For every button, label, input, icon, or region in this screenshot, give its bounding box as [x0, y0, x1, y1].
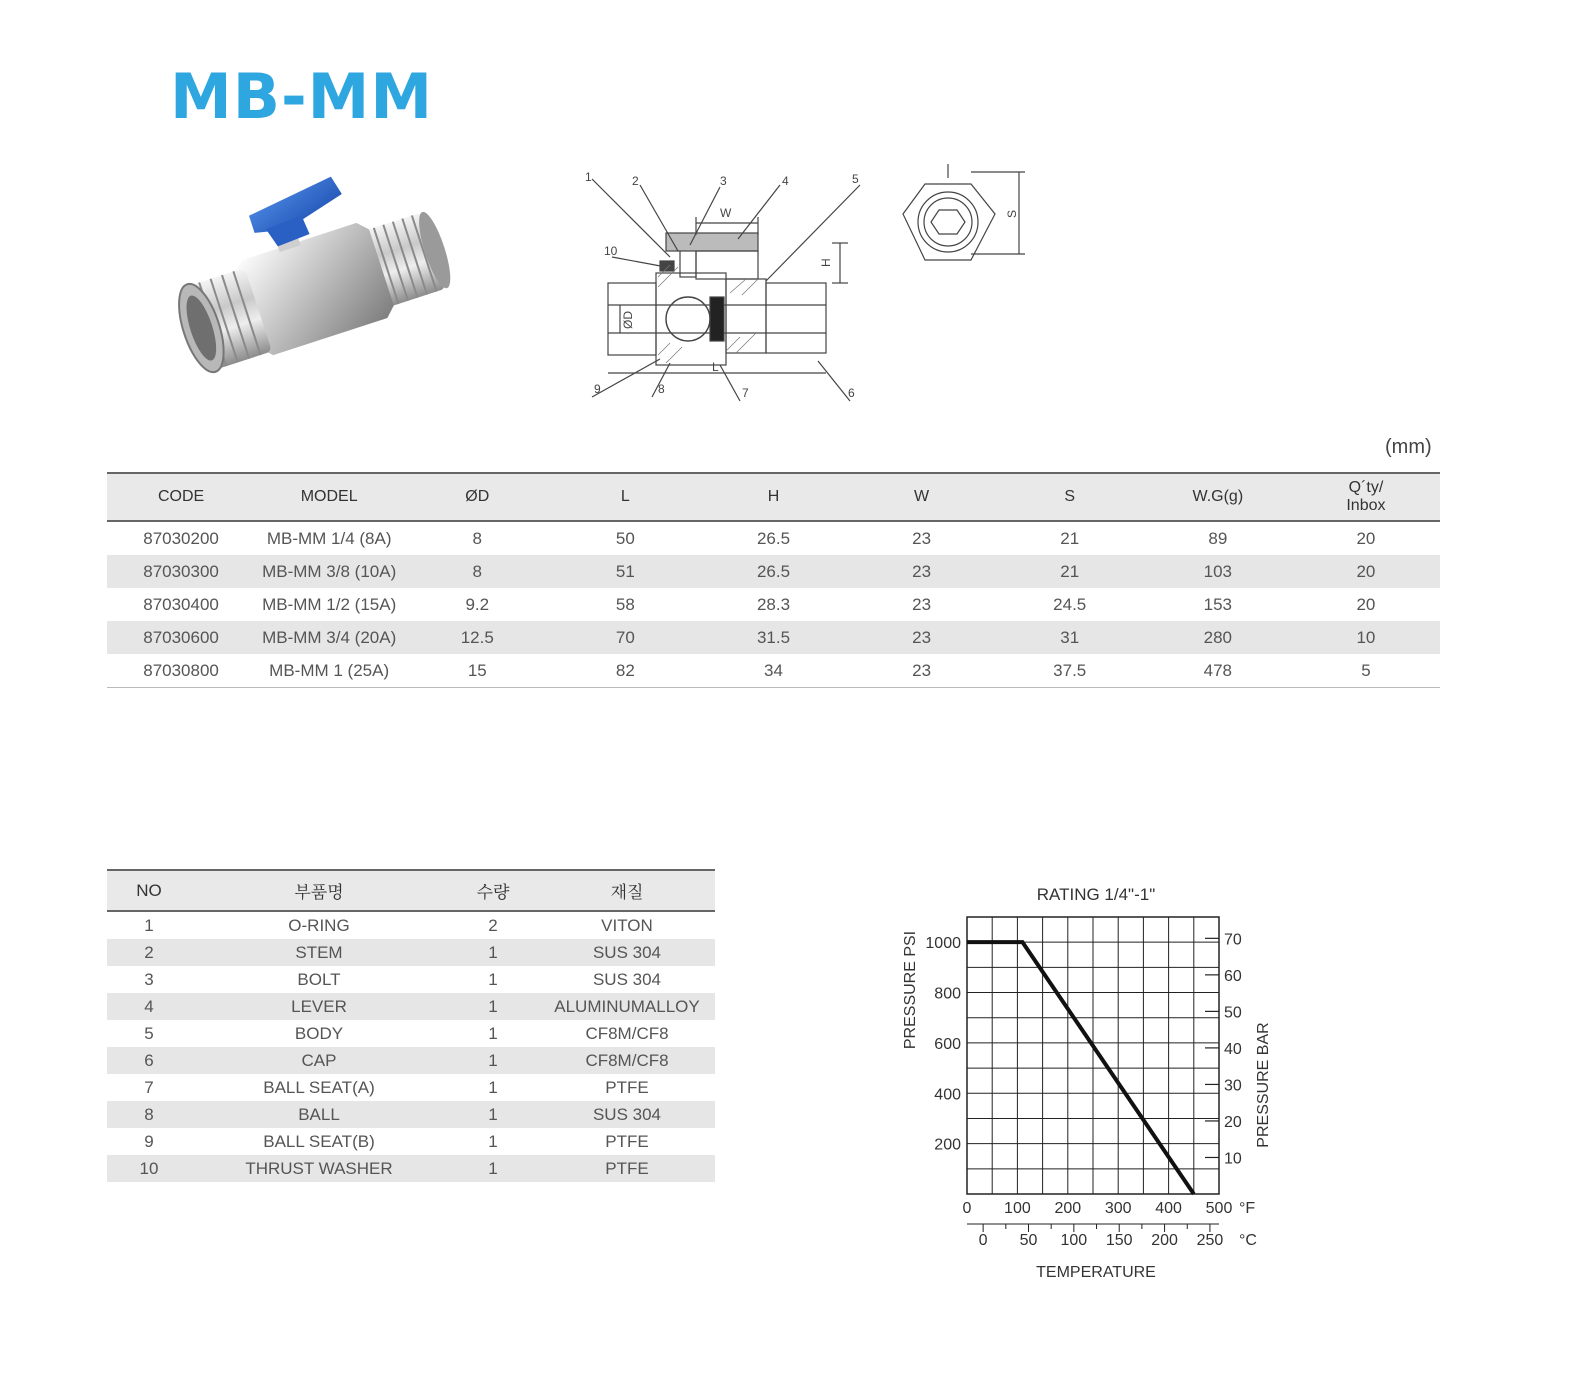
x2-tick-label: 150: [1105, 1232, 1133, 1249]
x-tick-label: 400: [1155, 1200, 1182, 1217]
table-cell: STEM: [191, 939, 447, 966]
table-cell: 23: [848, 555, 996, 588]
table-cell: 5: [144, 1023, 154, 1043]
header-quantity: 수량: [447, 870, 539, 911]
y2-axis-label: PRESSURE BAR: [1255, 1022, 1272, 1148]
table-cell: MB-MM 1/2 (15A): [262, 594, 397, 614]
spec-table: [107, 472, 1440, 688]
callout-10: 10: [604, 244, 618, 258]
table-cell: 20: [1356, 528, 1376, 548]
table-row: [107, 993, 715, 1020]
table-cell: 87030600: [107, 621, 255, 654]
table-cell: 478: [1144, 654, 1292, 688]
y2-tick-label: 50: [1224, 1004, 1242, 1022]
table-cell: BALL: [191, 1101, 447, 1128]
table-cell: 26.5: [756, 528, 791, 548]
table-cell: 20: [1292, 555, 1440, 588]
table-cell: LEVER: [191, 993, 447, 1020]
table-cell: 1: [488, 1077, 498, 1097]
table-row: [107, 966, 715, 993]
table-cell: 4: [107, 993, 191, 1020]
table-cell: 21: [996, 555, 1144, 588]
table-row: [107, 555, 1440, 588]
table-cell: 34: [699, 654, 847, 688]
table-cell: 31: [996, 621, 1144, 654]
table-cell: 1: [144, 915, 154, 935]
table-cell: ALUMINUMALLOY: [539, 993, 715, 1020]
table-cell: 70: [551, 621, 699, 654]
x-tick-label: 100: [1004, 1200, 1031, 1217]
y2-tick-label: 70: [1224, 931, 1242, 949]
table-row: [107, 1155, 715, 1182]
callout-8: 8: [658, 382, 665, 396]
y-tick-label: 400: [934, 1086, 961, 1104]
table-cell: 1: [447, 993, 539, 1020]
table-cell: 20: [1356, 594, 1376, 614]
table-cell: 1: [488, 969, 498, 989]
table-row: [107, 1074, 715, 1101]
table-cell: MB-MM 1/4 (8A): [266, 528, 392, 548]
y2-tick-label: 30: [1224, 1077, 1242, 1095]
header-part-name: 부품명: [191, 870, 447, 911]
page-title: MB-MM: [170, 60, 434, 133]
x-axis-label: TEMPERATURE: [1036, 1264, 1156, 1281]
table-cell: 9: [144, 1131, 154, 1151]
table-cell: CAP: [191, 1047, 447, 1074]
x2-tick-label: 200: [1151, 1232, 1178, 1249]
table-cell: 28.3: [756, 594, 791, 614]
table-row: [107, 654, 1440, 688]
table-cell: 2: [488, 915, 498, 935]
table-row: [107, 939, 715, 966]
table-cell: BODY: [294, 1023, 344, 1043]
table-cell: 23: [912, 528, 932, 548]
table-cell: 8: [107, 1101, 191, 1128]
table-cell: 89: [1208, 528, 1228, 548]
dim-w-label: W: [720, 206, 732, 220]
callout-2: 2: [632, 174, 639, 188]
unit-label: (mm): [1385, 436, 1432, 458]
x2-tick-label: 100: [1060, 1232, 1088, 1249]
table-cell: 26.5: [699, 555, 847, 588]
table-cell: 82: [551, 654, 699, 688]
table-cell: MB-MM 1 (25A): [255, 654, 403, 688]
table-cell: 1: [447, 1101, 539, 1128]
y-tick-label: 1000: [925, 935, 961, 953]
table-cell: 3: [144, 969, 154, 989]
hex-end-view: [895, 162, 1035, 272]
table-cell: 103: [1144, 555, 1292, 588]
table-cell: CF8M/CF8: [585, 1023, 669, 1043]
table-cell: SUS 304: [539, 1101, 715, 1128]
table-cell: BALL SEAT(B): [263, 1131, 375, 1151]
callout-4: 4: [782, 174, 789, 188]
table-cell: 280: [1144, 621, 1292, 654]
valve-photo: [175, 170, 460, 395]
table-cell: 21: [1060, 528, 1080, 548]
header-s: S: [996, 473, 1144, 521]
y-tick-label: 600: [934, 1035, 961, 1053]
header-material: 재질: [539, 870, 715, 911]
spec-table-header-row: [107, 473, 1440, 521]
x-tick-label: 200: [1054, 1200, 1082, 1217]
table-cell: PTFE: [539, 1155, 715, 1182]
header-code: CODE: [107, 473, 255, 521]
table-row: [107, 1128, 715, 1155]
table-cell: 31.5: [699, 621, 847, 654]
y2-tick-label: 20: [1224, 1113, 1242, 1131]
header-w: W: [848, 473, 996, 521]
table-row: [107, 1101, 715, 1128]
table-cell: PTFE: [605, 1131, 649, 1151]
table-cell: MB-MM 3/4 (20A): [255, 621, 403, 654]
header-qty: Q´ty/ Inbox: [1292, 473, 1440, 521]
chart-title: RATING 1/4"-1": [1036, 885, 1156, 904]
table-cell: BOLT: [297, 969, 341, 989]
y2-tick-label: 10: [1224, 1150, 1242, 1168]
table-cell: VITON: [601, 915, 653, 935]
table-cell: SUS 304: [592, 969, 662, 989]
y-tick-label: 200: [934, 1136, 961, 1154]
table-cell: 58: [615, 594, 635, 614]
table-cell: 24.5: [1053, 594, 1087, 614]
table-cell: 87030800: [107, 654, 255, 688]
table-cell: 37.5: [996, 654, 1144, 688]
x2-tick-label: 250: [1196, 1232, 1224, 1249]
x2-tick-label: 50: [1019, 1232, 1038, 1249]
parts-table: [107, 869, 715, 1182]
table-cell: 9.2: [465, 594, 490, 614]
x-tick-label: 0: [962, 1200, 972, 1217]
header-no: NO: [107, 870, 191, 911]
dim-s-label: S: [1005, 209, 1019, 218]
table-cell: 7: [144, 1077, 154, 1097]
table-cell: 50: [615, 528, 635, 548]
header-model: MODEL: [255, 473, 403, 521]
table-cell: 1: [488, 1131, 498, 1151]
header-weight: W.G(g): [1144, 473, 1292, 521]
y-tick-label: 800: [934, 985, 961, 1003]
table-cell: BALL SEAT(A): [263, 1077, 375, 1097]
callout-6: 6: [848, 386, 855, 400]
y2-tick-label: 60: [1224, 967, 1242, 985]
callout-1: 1: [585, 170, 592, 184]
table-row: [107, 1047, 715, 1074]
table-cell: 1: [447, 1047, 539, 1074]
y2-tick-label: 40: [1224, 1040, 1242, 1058]
table-cell: 15: [403, 654, 551, 688]
rating-chart: [890, 870, 1290, 1290]
table-cell: 10: [107, 1155, 191, 1182]
y-axis-label: PRESSURE PSI: [902, 930, 919, 1050]
table-cell: 1: [488, 1023, 498, 1043]
table-cell: MB-MM 3/8 (10A): [255, 555, 403, 588]
table-cell: PTFE: [605, 1077, 649, 1097]
table-cell: 8: [472, 528, 482, 548]
table-row: [107, 621, 1440, 654]
callout-3: 3: [720, 174, 727, 188]
dim-h-label: H: [819, 258, 833, 267]
table-cell: 87030400: [143, 594, 219, 614]
chart-grid: [967, 917, 1219, 1194]
table-cell: 23: [912, 594, 932, 614]
table-cell: O-RING: [288, 915, 350, 935]
table-cell: CF8M/CF8: [539, 1047, 715, 1074]
x-tick-label: 300: [1104, 1200, 1132, 1217]
table-row: [107, 911, 715, 939]
x2-tick-label: 0: [978, 1232, 988, 1249]
table-cell: 2: [107, 939, 191, 966]
callout-5: 5: [852, 172, 859, 186]
x-tick-label: 500: [1205, 1200, 1233, 1217]
table-cell: 12.5: [403, 621, 551, 654]
table-cell: 6: [107, 1047, 191, 1074]
table-cell: SUS 304: [539, 939, 715, 966]
header-h: H: [699, 473, 847, 521]
table-cell: 8: [403, 555, 551, 588]
table-cell: 1: [447, 1155, 539, 1182]
table-cell: THRUST WASHER: [191, 1155, 447, 1182]
table-row: [107, 588, 1440, 621]
table-cell: 153: [1203, 594, 1232, 614]
x2-unit-label: °C: [1239, 1232, 1257, 1249]
table-cell: 23: [848, 654, 996, 688]
table-cell: 10: [1292, 621, 1440, 654]
table-row: [107, 1020, 715, 1047]
x-unit-label: °F: [1239, 1200, 1256, 1217]
callout-7: 7: [742, 386, 749, 400]
parts-table-header-row: [107, 870, 715, 911]
dim-d-label: ØD: [621, 311, 635, 329]
dim-l-label: L: [712, 360, 719, 374]
table-cell: 1: [447, 939, 539, 966]
table-cell: 23: [848, 621, 996, 654]
table-cell: 5: [1292, 654, 1440, 688]
table-cell: 87030200: [143, 528, 219, 548]
table-row: [107, 521, 1440, 555]
callout-9: 9: [594, 382, 601, 396]
header-l: L: [551, 473, 699, 521]
chart-ticks: [925, 931, 1241, 1249]
table-cell: 87030300: [107, 555, 255, 588]
header-od: ØD: [403, 473, 551, 521]
cross-section-drawing: [570, 165, 890, 410]
table-cell: 51: [551, 555, 699, 588]
